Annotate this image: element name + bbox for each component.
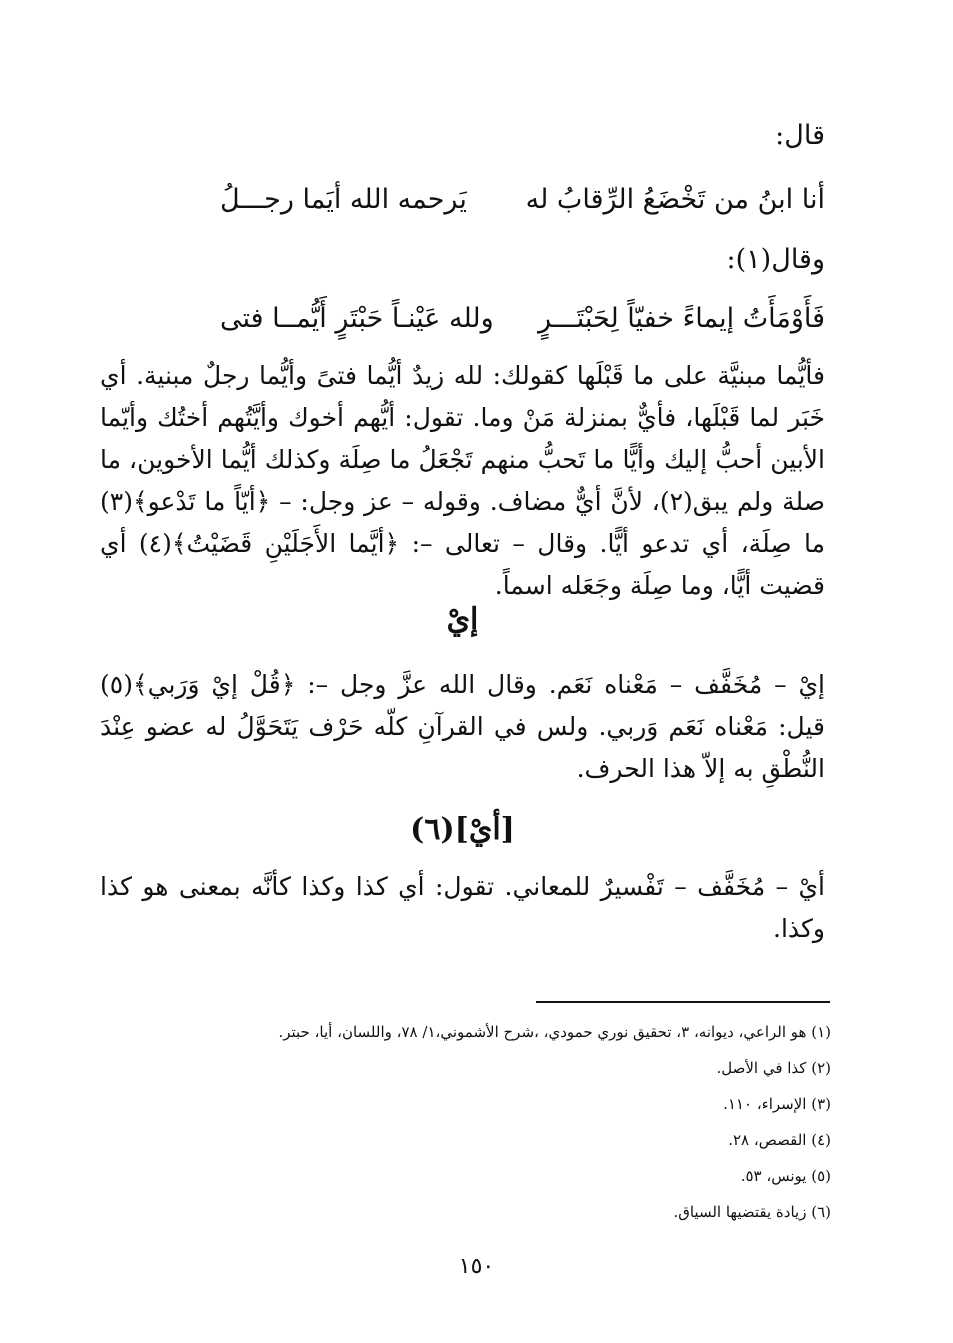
verse-1-first-hemistich: أنا ابنُ من تَخْضَعُ الرِّقابُ له (525, 184, 825, 215)
footnote-2: (٢) كذا في الأصل. (716, 1059, 831, 1077)
paragraph-iy: إيْ – مُخَفَّف – مَعْناه نَعَم. وقال الله عزَّ وجل –: ﴿قُلْ إيْ وَرَبي﴾(٥) قيل: مَعْناه نَعَم وَربي. ولس في القرآنِ كلّه حَرْف يَتَحَوَّلُ له عضو عِنْدَ النُّطْقِ به إلاّ هذا الحرف. (100, 670, 825, 783)
footnote-3: (٣) الإسراء، ١١٠. (723, 1095, 831, 1113)
verse-2 (140, 294, 825, 344)
footnote-1: (١) هو الراعي، ديوانه، ٣، تحقيق نوري حمودي، ،شرح الأشموني،١/ ٧٨، واللسان، أيا، حبتر. (278, 1023, 831, 1041)
footnotes (200, 1014, 831, 1230)
verse-2-second-hemistich: ولله عَيْنـاً حَبْتَرٍ أَيُّمــا فتى (220, 303, 494, 334)
heading-iy: إيْ (446, 602, 479, 637)
verse-1 (140, 175, 825, 225)
paragraph-ayyuma: فأيُّما مبنيَّة على ما قَبْلَها كقولك: لله زيدٌ أيُّما فتىً وأيُّما رجلٌ مبنية. أي خَبَر لما قَبْلَها، فأيٌّ بمنزلة مَنْ وما. تقول: أيُّهم أخوك وأيَّتُهم أختُك وأيّما الأبين أحبُّ إليك وأيًّا ما تَحبُّ منهم تَجْعَلُ ما صِلَة وكذلك أيُّما الأخوين، ما صلة ولم يبق(٢)، لأنَّ أيٌّ مضاف. وقوله – عز وجل: – ﴿أيّاً ما تَدْعو﴾(٣) ما صِلَة، أي تدعو أيًّا. وقال – تعالى –: ﴿أيَّما الأَجَلَيْنِ قَضَيْتُ﴾(٤) أي قضيت أيًّا، وما صِلَة وجَعَله اسماً. (100, 361, 825, 600)
heading-ay: [أيْ](٦) (410, 812, 515, 847)
verse-2-first-hemistich: فَأَوْمَأَتُ إيماءً خفيّاً لِحَبْتَـــرٍ (538, 303, 825, 334)
page-number: ١٥٠ (458, 1254, 495, 1279)
paragraph-ay: أيْ – مُخَفَّف – تَفْسيرٌ للمعاني. تقول: أي كذا وكذا كأنَّه بمعنى هو كذا وكذا. (100, 872, 825, 943)
footnote-5: (٥) يونس، ٥٣. (740, 1167, 831, 1185)
intro-waqal: وقال(١): (726, 244, 825, 275)
footnote-4: (٤) القصص، ٢٨. (728, 1131, 831, 1149)
footnote-6: (٦) زيادة يقتضيها السياق. (673, 1203, 831, 1221)
verse-1-second-hemistich: يَرحمه الله أيَما رجـــلُ (220, 184, 467, 215)
footnote-separator (536, 1001, 830, 1003)
intro-qal: قال: (775, 120, 825, 151)
